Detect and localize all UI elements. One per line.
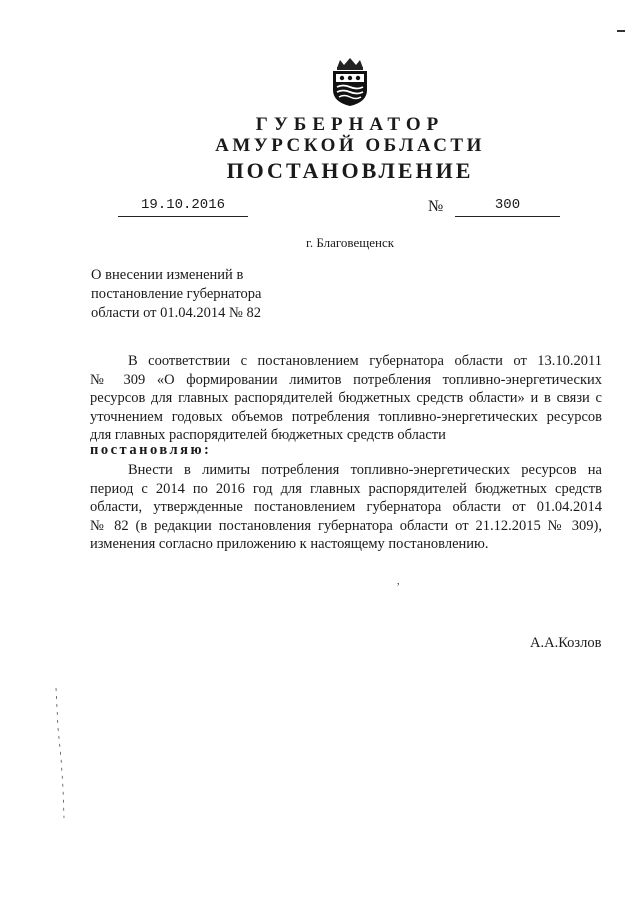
- scan-corner-mark: [617, 30, 625, 32]
- region-heading: АМУРСКОЙ ОБЛАСТИ: [215, 135, 485, 156]
- operative-paragraph: [90, 461, 602, 554]
- paragraph-line: период с 2014 по 2016 год для главных распорядителей бюджетных средств: [90, 480, 602, 497]
- paragraph-line: изменения согласно приложению к настоящему постановлению.: [90, 536, 489, 552]
- paragraph-line: № 309 «О формировании лимитов потребления топливно-энергетических: [90, 371, 602, 388]
- subject-line: области от 01.04.2014 № 82: [91, 305, 261, 321]
- paragraph-line: области, утвержденные постановлением губернатора области от 01.04.2014: [90, 499, 602, 515]
- signatory-name: А.А.Козлов: [530, 635, 602, 651]
- ink-mark: ,: [397, 576, 400, 587]
- decree-word: постановляю:: [90, 442, 212, 458]
- paragraph-line: Внести в лимиты потребления топливно-энергетических ресурсов на: [128, 462, 602, 478]
- document-subject: [91, 266, 301, 323]
- governor-heading: ГУБЕРНАТОР: [255, 114, 445, 135]
- coat-of-arms-icon: [327, 56, 373, 108]
- paragraph-line: ресурсов для главных распорядителей бюджетных средств области» и в связи с: [90, 390, 602, 406]
- issue-city: г. Благовещенск: [305, 235, 395, 250]
- paragraph-line: уточнением годовых объемов потребления топливно-энергетических ресурсов: [90, 408, 602, 425]
- preamble-paragraph: [90, 352, 602, 445]
- document-type-heading: ПОСТАНОВЛЕНИЕ: [226, 158, 474, 183]
- number-sign: №: [428, 198, 444, 215]
- scan-artifact-line: [52, 688, 72, 818]
- paragraph-line: № 82 (в редакции постановления губернатора области от 21.12.2015 № 309),: [90, 517, 602, 534]
- document-date: 19.10.2016: [118, 196, 248, 217]
- subject-line: О внесении изменений в: [91, 267, 244, 283]
- paragraph-line: для главных распорядителей бюджетных средств области: [90, 427, 446, 443]
- subject-line: постановление губернатора: [91, 286, 262, 302]
- paragraph-line: В соответствии с постановлением губернатора области от 13.10.2011: [128, 353, 602, 369]
- document-number: 300: [455, 196, 560, 217]
